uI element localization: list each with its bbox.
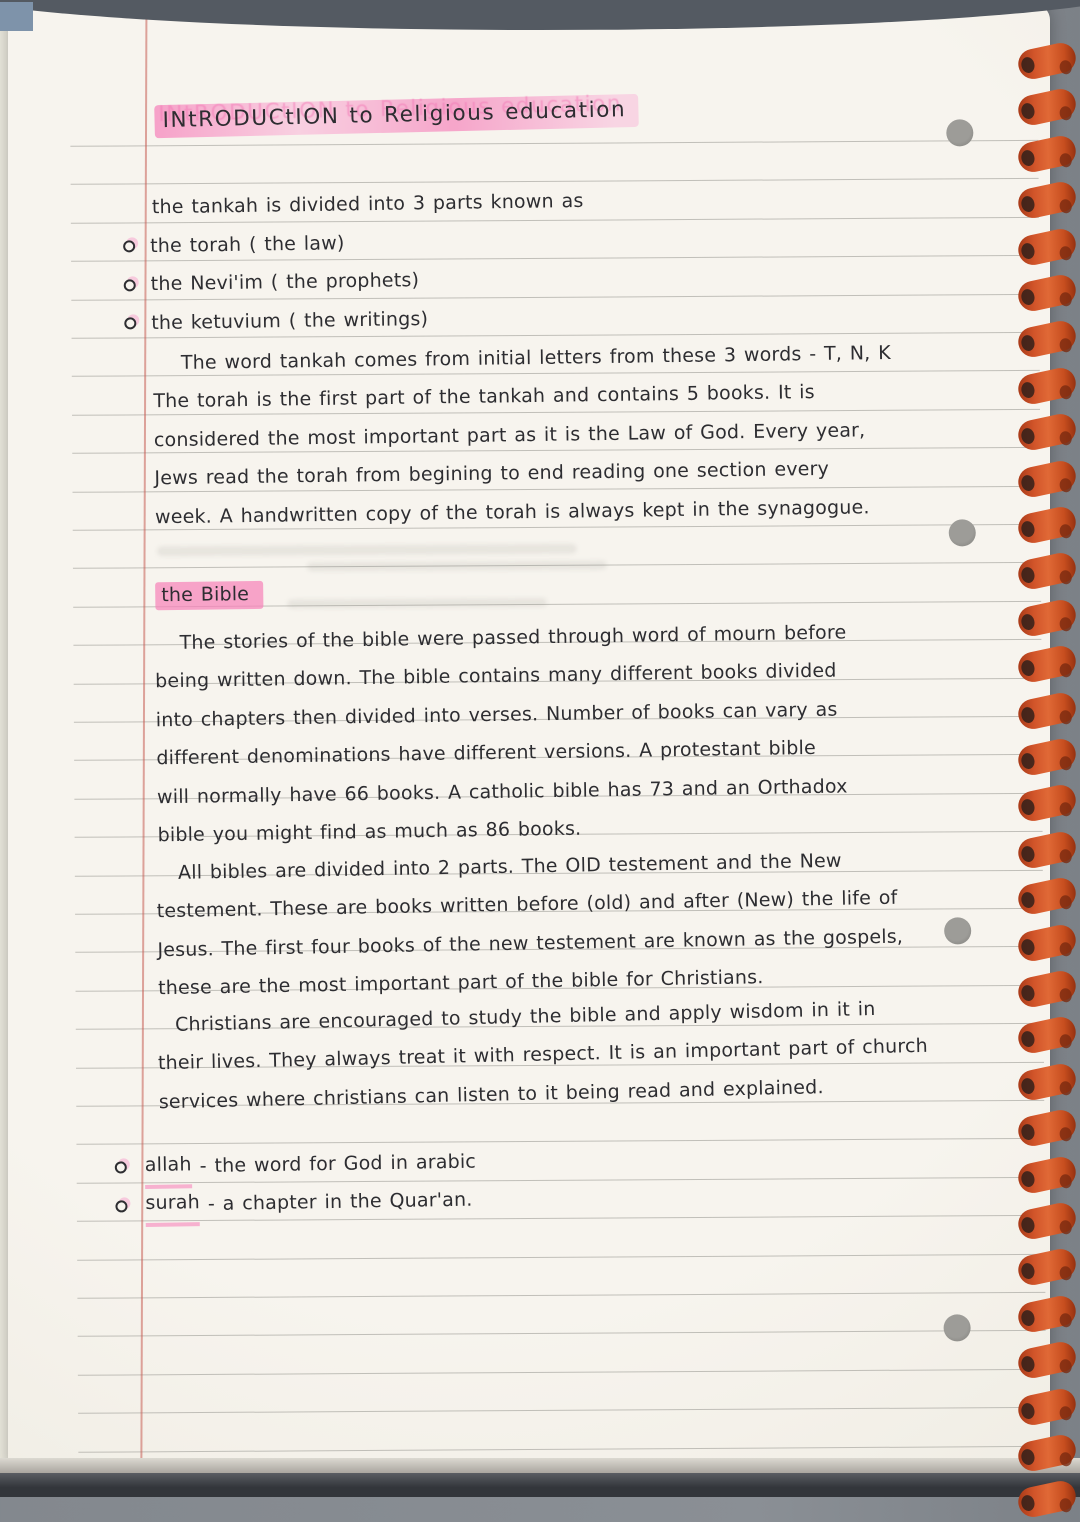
coil-hole-shadow [1020, 1309, 1036, 1327]
ruled-line [78, 1330, 1046, 1337]
ruled-line [78, 1445, 1046, 1452]
list-item [123, 261, 427, 304]
coil-hole-shadow [1020, 566, 1036, 584]
list-item [123, 223, 427, 266]
page-title [154, 91, 639, 141]
bullet-circle-icon [115, 1162, 127, 1174]
coil-hole-shadow [1020, 937, 1036, 955]
coil-hole-shadow [1020, 195, 1036, 213]
ruled-line [78, 1407, 1046, 1414]
paragraph-line: services where christians can listen to it being read and explained. [158, 1075, 824, 1114]
coil-hole-shadow [1020, 659, 1036, 677]
coil-hole-shadow [1020, 705, 1036, 723]
bible-paragraph-1 [154, 611, 1004, 855]
paragraph-line: testement. These are books written before (old) and after (New) the life of [156, 887, 898, 923]
paragraph-line: The torah is the first part of the tankah and contains 5 books. It is [153, 381, 815, 413]
coil-hole-shadow [1020, 288, 1036, 306]
coil-hole-shadow [1020, 1216, 1036, 1234]
coil-hole-shadow [1020, 1169, 1036, 1187]
coil-hole-shadow [1020, 56, 1036, 74]
tankah-intro-line: the tankah is divided into 3 parts known as [151, 189, 584, 219]
paragraph-line: different denominations have different versions. A protestant bible [156, 737, 817, 770]
bullet-circle-icon [115, 1200, 127, 1212]
coil-hole-shadow [1020, 984, 1036, 1002]
paragraph-line: being written down. The bible contains many different books divided [155, 659, 837, 693]
glossary-term: surah [145, 1183, 200, 1227]
glossary-list [115, 1143, 477, 1226]
coil-hole-shadow [1020, 1494, 1036, 1512]
bullet-circle-icon [123, 240, 135, 252]
coil-hole-shadow [1020, 1262, 1036, 1280]
coil-hole-shadow [1020, 752, 1036, 770]
coil-hole-shadow [1020, 1355, 1036, 1373]
paragraph-line: All bibles are divided into 2 parts. The OlD testement and the New [177, 849, 842, 884]
paragraph-line: these are the most important part of the bible for Christians. [157, 966, 764, 1000]
ruled-line [77, 1253, 1045, 1260]
heading-highlight: the Bible [155, 581, 263, 610]
ink-bleed-smudge [157, 544, 577, 557]
bible-heading [155, 575, 263, 615]
ruled-line [78, 1369, 1046, 1376]
coil-hole-shadow [1020, 334, 1036, 352]
bullet-circle-icon [124, 279, 136, 291]
ruled-line [77, 1292, 1045, 1299]
ink-bleed-smudge [307, 561, 607, 572]
paragraph-line: considered the most important part as it is the Law of God. Every year, [153, 419, 866, 452]
paragraph-line: Jesus. The first four books of the new testement are known as the gospels, [157, 925, 904, 962]
coil-hole-shadow [1020, 149, 1036, 167]
ink-bleed-smudge [287, 598, 547, 609]
paragraph-line: Christians are encouraged to study the bible and apply wisdom in it in [174, 997, 876, 1036]
background-bottom-edge [0, 1473, 1080, 1497]
paragraph-line: into chapters then divided into verses. Number of books can vary as [155, 698, 838, 732]
paragraph-line: week. A handwritten copy of the torah is always kept in the synagogue. [154, 495, 870, 528]
bullet-circle-icon [124, 317, 136, 329]
ruled-line [76, 1138, 1044, 1145]
paragraph-line: their lives. They always treat it with respect. It is an important part of church [157, 1035, 929, 1075]
margin-line [140, 4, 147, 1470]
ruled-line [70, 140, 1038, 147]
bible-paragraph-3 [157, 987, 1005, 1121]
coil-hole-shadow [1020, 613, 1036, 631]
paragraph-line: will normally have 66 books. A catholic bible has 73 and an Orthadox [156, 775, 848, 808]
coil-hole-shadow [1020, 798, 1036, 816]
coil-hole-shadow [1020, 1123, 1036, 1141]
coil-hole-shadow [1020, 1401, 1036, 1419]
tankah-parts-list [123, 223, 429, 343]
background-corner-patch [0, 2, 33, 31]
tankah-paragraph [153, 332, 1002, 536]
punch-hole [944, 1314, 971, 1341]
title-highlight: INtRODUCtION to Religious education [154, 94, 638, 138]
paragraph-line: The word tankah comes from initial letters from these 3 words - T, N, K [180, 341, 892, 374]
punch-hole [946, 119, 973, 146]
paragraph-line: Jews read the torah from begining to end reading one section every [154, 458, 830, 490]
coil-hole-shadow [1020, 381, 1036, 399]
bible-paragraph-2 [156, 839, 1005, 1008]
coil-hole-shadow [1020, 1030, 1036, 1048]
paragraph-line: bible you might find as much as 86 books. [157, 817, 582, 847]
list-item [124, 300, 428, 343]
coil-hole-shadow [1020, 473, 1036, 491]
list-item-label: the Nevi'im ( the prophets) [150, 269, 420, 296]
coil-hole-shadow [1020, 1077, 1036, 1095]
coil-hole-shadow [1020, 520, 1036, 538]
page-sheet [8, 4, 1050, 1470]
paragraph-line: The stories of the bible were passed through word of mourn before [179, 621, 847, 654]
coil-hole-shadow [1020, 1448, 1036, 1466]
glossary-item [115, 1181, 477, 1225]
coil-hole-shadow [1020, 241, 1036, 259]
glossary-definition: - a chapter in the Quar'an. [207, 1189, 473, 1216]
coil-hole-shadow [1020, 427, 1036, 445]
glossary-term: allah [144, 1145, 192, 1189]
glossary-definition: - the word for God in arabic [199, 1150, 477, 1178]
coil-hole-shadow [1020, 891, 1036, 909]
coil-hole-shadow [1020, 845, 1036, 863]
list-item-label: the ketuvium ( the writings) [151, 307, 429, 334]
list-item-label: the torah ( the law) [149, 232, 345, 258]
notebook-page [8, 4, 1050, 1470]
coil-hole-shadow [1020, 102, 1036, 120]
glossary-item [115, 1143, 477, 1187]
